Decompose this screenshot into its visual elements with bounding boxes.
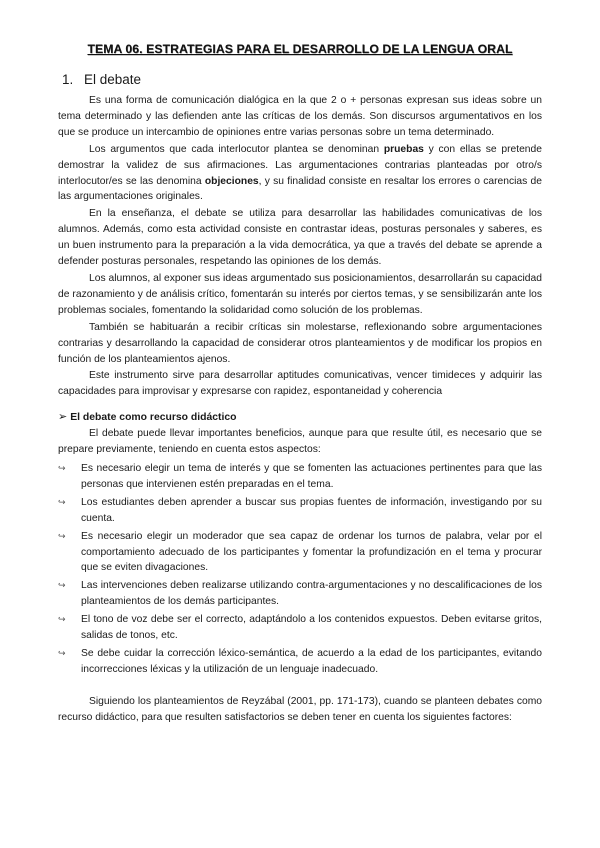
- arrow-bullet-icon: ➢: [58, 411, 68, 424]
- term-pruebas: pruebas: [383, 143, 424, 155]
- section-title: El debate: [84, 72, 142, 87]
- paragraph-reyzabal: Siguiendo los planteamientos de Reyzábal (2001, pp. 171-173), cuando se planteen debates como recurso didáctico, para que resulten satisfactorios se deben tener en cuenta los siguientes factores:: [58, 695, 542, 723]
- document-title: TEMA 06. ESTRATEGIAS PARA EL DESARROLLO DE LA LENGUA ORAL: [87, 42, 513, 56]
- hook-arrow-icon: ↪: [58, 496, 66, 507]
- aspects-list: [58, 461, 542, 678]
- paragraph-students: Los alumnos, al exponer sus ideas argumentado sus posicionamientos, desarrollarán su capacidad de razonamiento y de análisis crítico, fomentarán su interés por ciertos temas, y se sensibilizarán ante los problemas sociales, fomentando la solidaridad como solución de los problemas.: [58, 272, 542, 316]
- paragraph-instrument: Este instrumento sirve para desarrollar aptitudes comunicativas, vencer timideces y adquirir las capacidades para improvisar y expresarse con rapidez, espontaneidad y coherencia: [58, 370, 542, 398]
- hook-arrow-icon: ↪: [58, 580, 66, 591]
- paragraph-definition: Es una forma de comunicación dialógica en la que 2 o + personas expresan sus ideas sobre un tema determinado y las defienden ante las críticas de los demás. Son discursos argumentativos en los que se produce un intercambio de opiniones entre varias personas sobre un tema determinado.: [58, 95, 542, 138]
- list-item: ↪ Se debe cuidar la corrección léxico-semántica, de acuerdo a la edad de los participantes, evitando incorrecciones léxicas y la utilización de un lenguaje inadecuado.: [58, 646, 542, 678]
- paragraph-teaching: En la enseñanza, el debate se utiliza para desarrollar las habilidades comunicativas de los alumnos. Además, como esta actividad consiste en contrastar ideas, posturas personales y saberes, es un buen instrumento para la preparación a la vida democrática, ya que a través del debate se aprende a defender posturas personales, respetando las opiniones de los demás.: [58, 208, 542, 268]
- subheading-didactic-resource: [58, 410, 542, 425]
- list-item: ↪ Los estudiantes deben aprender a buscar sus propias fuentes de información, investigando por su cuenta.: [58, 495, 542, 527]
- spacer: [58, 680, 542, 694]
- section-number: 1.: [62, 72, 74, 87]
- term-objeciones: objeciones: [204, 175, 259, 187]
- section-heading: [62, 72, 542, 87]
- paragraph-criticism: También se habituarán a recibir críticas sin molestarse, reflexionando sobre argumentaciones contrarias y desarrollando la capacidad de considerar otros planteamientos y de modificar los propios en función de los planteamientos ajenos.: [58, 321, 542, 365]
- hook-arrow-icon: ↪: [58, 614, 66, 625]
- hook-arrow-icon: ↪: [58, 463, 66, 474]
- list-item: ↪ Las intervenciones deben realizarse utilizando contra-argumentaciones y no descalificaciones de los planteamientos de los demás participantes.: [58, 578, 542, 610]
- hook-arrow-icon: ↪: [58, 530, 66, 541]
- list-item: ↪ El tono de voz debe ser el correcto, adaptándolo a los contenidos expuestos. Deben evitarse gritos, salidas de tonos, etc.: [58, 612, 542, 644]
- list-item: ↪ Es necesario elegir un tema de interés y que se fomenten las actuaciones pertinentes para que las personas que intervienen estén preparadas en el tema.: [58, 461, 542, 493]
- hook-arrow-icon: ↪: [58, 648, 66, 658]
- list-item: ↪ Es necesario elegir un moderador que sea capaz de ordenar los turnos de palabra, velar por el comportamiento adecuado de los participantes y fomentar la profundización en el tema y procurar que se eviten divagaciones.: [58, 529, 542, 577]
- paragraph-benefits: El debate puede llevar importantes beneficios, aunque para que resulte útil, es necesario que se prepare previamente, teniendo en cuenta estos aspectos:: [58, 428, 542, 456]
- paragraph-arguments: Los argumentos que cada interlocutor plantea se denominan pruebas y con ellas se pretende demostrar la validez de sus afirmaciones. Las argumentaciones contrarias planteadas por otro/s interlocutor/es se las denomina objeciones, y su finalidad consiste en resaltar los errores o carencias de las argumentaciones originales.: [58, 143, 542, 203]
- subheading-text: El debate como recurso didáctico: [70, 412, 237, 424]
